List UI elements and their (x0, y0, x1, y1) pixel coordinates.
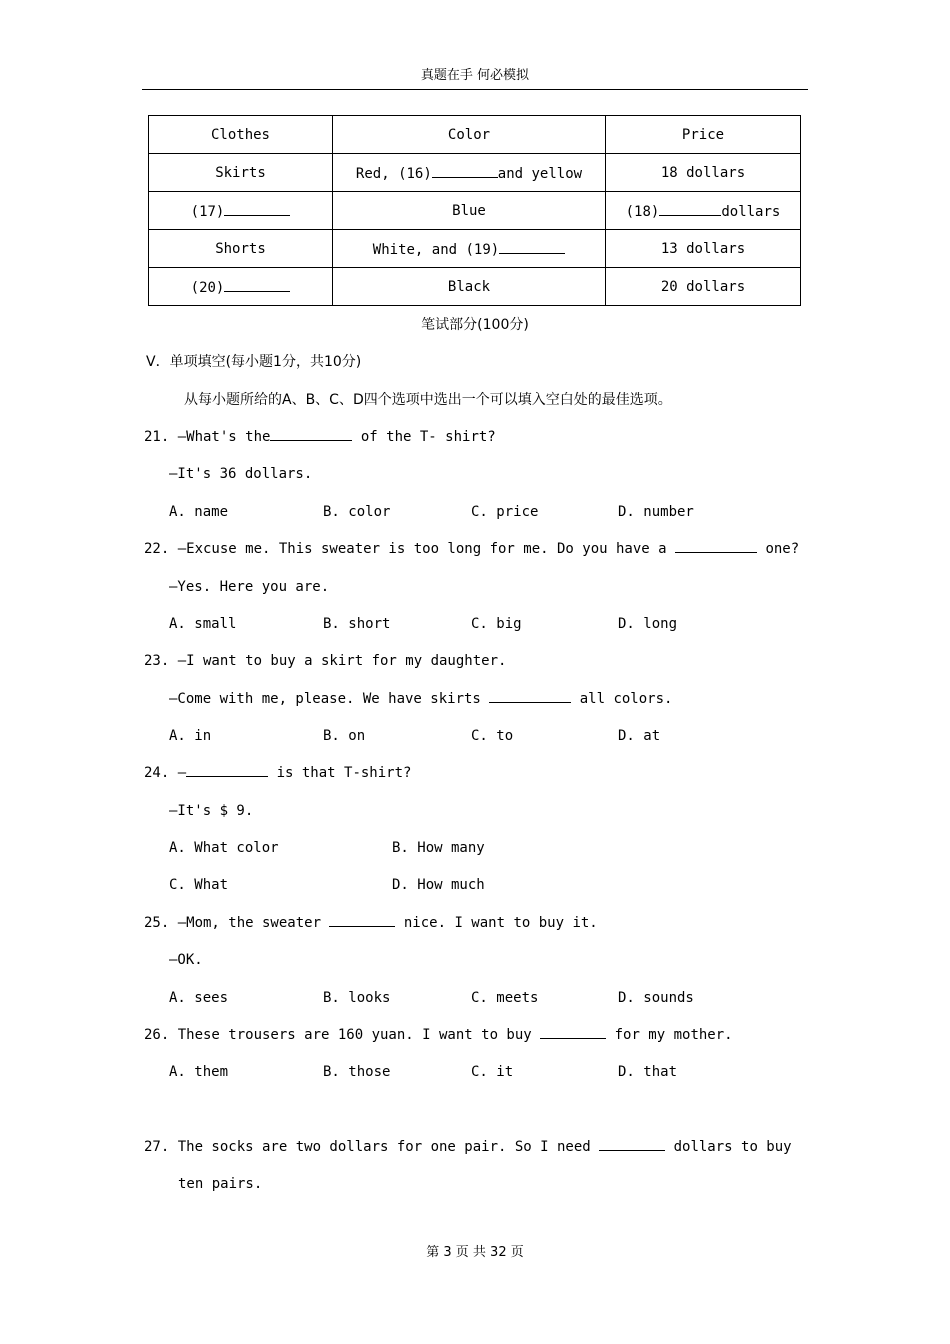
table-cell (333, 268, 606, 306)
question-22 (144, 539, 799, 559)
table-cell (333, 230, 606, 268)
answer-blank (675, 539, 757, 553)
option-d: D. that (618, 1064, 678, 1080)
table-cell (606, 154, 801, 192)
option-d: D. number (618, 504, 694, 520)
table-cell (606, 268, 801, 306)
question-25-reply: —OK. (169, 952, 203, 968)
cell-text: Red, (16) (355, 165, 432, 182)
question-26 (144, 1025, 733, 1045)
option-b: B. looks (323, 990, 391, 1006)
cell-text: 13 dollars (660, 240, 746, 257)
option-b: B. on (323, 728, 366, 744)
option-b: B. those (323, 1064, 391, 1080)
table-cell (333, 154, 606, 192)
section-heading: V．单项填空(每小题1分，共10分) (146, 354, 362, 370)
blank-19 (499, 240, 565, 254)
table-row (149, 154, 801, 192)
question-text: 24. — (144, 765, 187, 781)
cell-text: 20 dollars (660, 278, 746, 295)
option-b: B. How many (392, 840, 485, 856)
cell-text: 18 dollars (660, 164, 746, 181)
question-25 (144, 913, 598, 933)
option-c: C. price (471, 504, 539, 520)
option-d: D. long (618, 616, 678, 632)
cell-text: Shorts (215, 240, 266, 257)
question-21-reply: —It's 36 dollars. (169, 466, 313, 482)
answer-blank (540, 1025, 606, 1039)
question-27 (144, 1137, 792, 1157)
question-text: all colors. (571, 691, 673, 707)
blank-17 (224, 202, 290, 216)
cell-text: White, and (19) (372, 241, 500, 258)
question-text: 27. The socks are two dollars for one pair. So I need (144, 1139, 600, 1155)
answer-blank (599, 1137, 665, 1151)
option-b: B. color (323, 504, 391, 520)
cell-text: (20) (190, 279, 225, 296)
page-header (142, 66, 808, 90)
table-cell (606, 230, 801, 268)
table-cell (606, 192, 801, 230)
question-text: 21. —What's the (144, 429, 271, 445)
page-number: 第 3 页 共 32 页 (426, 1245, 524, 1260)
cell-text: (17) (190, 203, 225, 220)
blank-16 (432, 164, 498, 178)
option-c: C. it (471, 1064, 514, 1080)
question-text: 25. —Mom, the sweater (144, 915, 330, 931)
question-text: for my mother. (606, 1027, 733, 1043)
blank-20 (224, 278, 290, 292)
question-text: 22. —Excuse me. This sweater is too long for me. Do you have a (144, 541, 676, 557)
cell-text: (18) (625, 203, 660, 220)
table-header-cell: Price (606, 116, 801, 154)
option-a: A. them (169, 1064, 229, 1080)
question-text: —Come with me, please. We have skirts (169, 691, 490, 707)
question-23: 23. —I want to buy a skirt for my daughter. (144, 653, 507, 669)
cell-text: and yellow (497, 165, 583, 182)
section-instruction: 从每小题所给的A、B、C、D四个选项中选出一个可以填入空白处的最佳选项。 (184, 392, 672, 408)
table-header-cell: Color (333, 116, 606, 154)
cell-text: dollars (721, 203, 781, 220)
option-a: A. in (169, 728, 212, 744)
question-24-reply: —It's $ 9. (169, 803, 254, 819)
answer-blank (329, 913, 395, 927)
table-cell (149, 154, 333, 192)
table-row (149, 192, 801, 230)
page-footer (0, 1243, 950, 1263)
option-d: D. sounds (618, 990, 694, 1006)
clothes-table (148, 115, 801, 306)
table-row (149, 268, 801, 306)
table-cell (149, 268, 333, 306)
table-cell (149, 230, 333, 268)
answer-blank (489, 689, 571, 703)
question-text: dollars to buy (665, 1139, 792, 1155)
question-text: nice. I want to buy it. (395, 915, 598, 931)
option-d: D. How much (392, 877, 485, 893)
question-text: of the T- shirt? (352, 429, 496, 445)
cell-text: Blue (452, 202, 486, 219)
option-a: A. sees (169, 990, 229, 1006)
question-27-continuation: ten pairs. (178, 1176, 263, 1192)
option-a: A. name (169, 504, 229, 520)
option-b: B. short (323, 616, 391, 632)
table-cell (149, 192, 333, 230)
cell-text: Black (447, 278, 491, 295)
option-c: C. meets (471, 990, 539, 1006)
question-23-reply (169, 689, 672, 709)
table-header-row (149, 116, 801, 154)
header-title: 真题在手 何必模拟 (420, 68, 530, 83)
option-c: C. What (169, 877, 229, 893)
option-a: A. What color (169, 840, 279, 856)
table-row (149, 230, 801, 268)
option-d: D. at (618, 728, 661, 744)
option-a: A. small (169, 616, 237, 632)
answer-blank (186, 763, 268, 777)
section-title: 笔试部分(100分) (421, 317, 529, 333)
table-header-cell: Clothes (149, 116, 333, 154)
question-text: one? (757, 541, 800, 557)
option-c: C. big (471, 616, 522, 632)
question-text: is that T-shirt? (268, 765, 412, 781)
question-21 (144, 427, 496, 447)
blank-18 (659, 202, 721, 216)
option-c: C. to (471, 728, 514, 744)
answer-blank (270, 427, 352, 441)
cell-text: Skirts (215, 164, 266, 181)
question-22-reply: —Yes. Here you are. (169, 579, 330, 595)
question-24 (144, 763, 411, 783)
question-text: 26. These trousers are 160 yuan. I want to buy (144, 1027, 541, 1043)
table-cell (333, 192, 606, 230)
